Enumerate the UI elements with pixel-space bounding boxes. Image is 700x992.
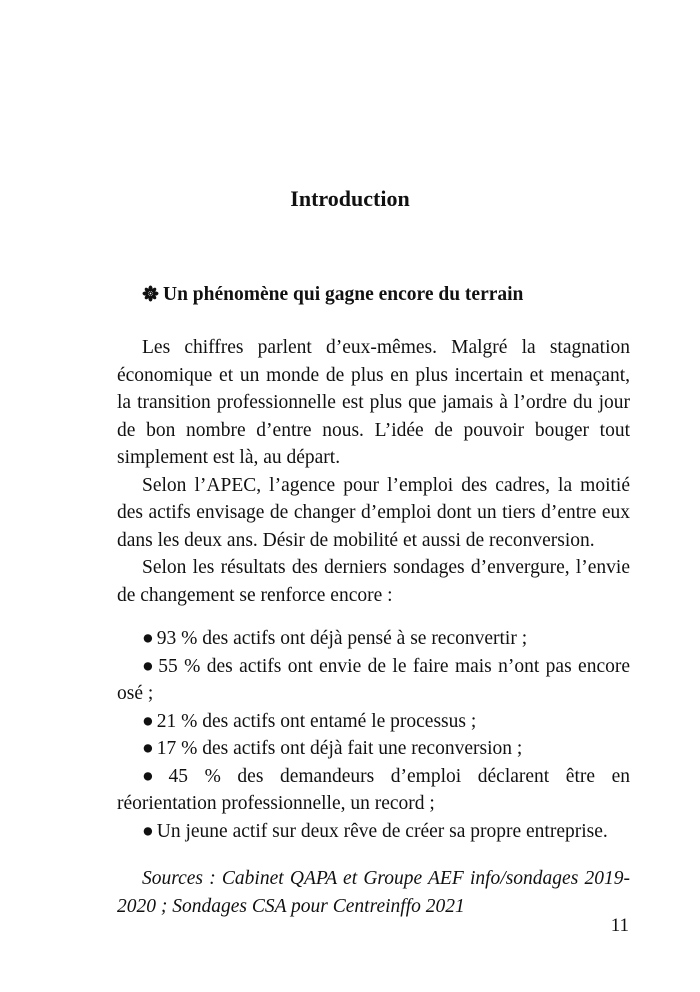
paragraph: Selon l’APEC, l’agence pour l’emploi des cadres, la moitié des actifs envisage de changer d’emploi dont un tiers d’entre eux dans les deux ans. Désir de mobilité et aussi de reconversion. [117,474,630,551]
list-item [117,763,630,818]
list-item [117,708,630,736]
list-item-text: 55 % des actifs ont envie de le faire mais n’ont pas encore osé ; [117,655,630,704]
page-number: 11 [610,915,629,936]
list-item-text: Un jeune actif sur deux rêve de créer sa propre entreprise. [156,820,608,842]
paragraph: Les chiffres parlent d’eux-mêmes. Malgré la stagnation économique et un monde de plus en plus incertain et menaçant, la transition professionnelle est plus que jamais à l’ordre du jour de bon nombre d’entre nous. L’idée de pouvoir bouger tout simplement est là, au départ. [117,337,630,468]
page-title: Introduction [290,186,410,211]
bullet-icon: ● [142,655,156,677]
bullet-icon: ● [142,628,154,649]
bullet-icon: ● [142,820,154,842]
list-item-text: 17 % des actifs ont déjà fait une reconversion ; [156,738,523,759]
paragraph: Selon les résultats des derniers sondages d’envergure, l’envie de changement se renforce encore : [117,557,630,606]
body-text [117,334,630,609]
section-heading-text: Un phénomène qui gagne encore du terrain [163,284,524,305]
statistics-list [117,625,630,845]
list-item [117,818,630,846]
list-item [117,653,630,708]
list-item-text: 45 % des demandeurs d’emploi déclarent être en réorientation professionnelle, un record ; [117,765,631,814]
bullet-icon: ● [142,738,154,759]
list-item [117,625,630,653]
bullet-icon: ● [142,765,166,787]
list-item-text: 93 % des actifs ont déjà pensé à se reconvertir ; [156,628,528,649]
flower-ornament-icon [142,285,159,302]
list-item [117,735,630,763]
list-item-text: 21 % des actifs ont entamé le processus ; [156,710,477,732]
sources-note: Sources : Cabinet QAPA et Groupe AEF info/sondages 2019-2020 ; Sondages CSA pour Centreinffo 2021 [117,868,630,917]
section-heading [142,284,523,306]
bullet-icon: ● [142,710,154,732]
